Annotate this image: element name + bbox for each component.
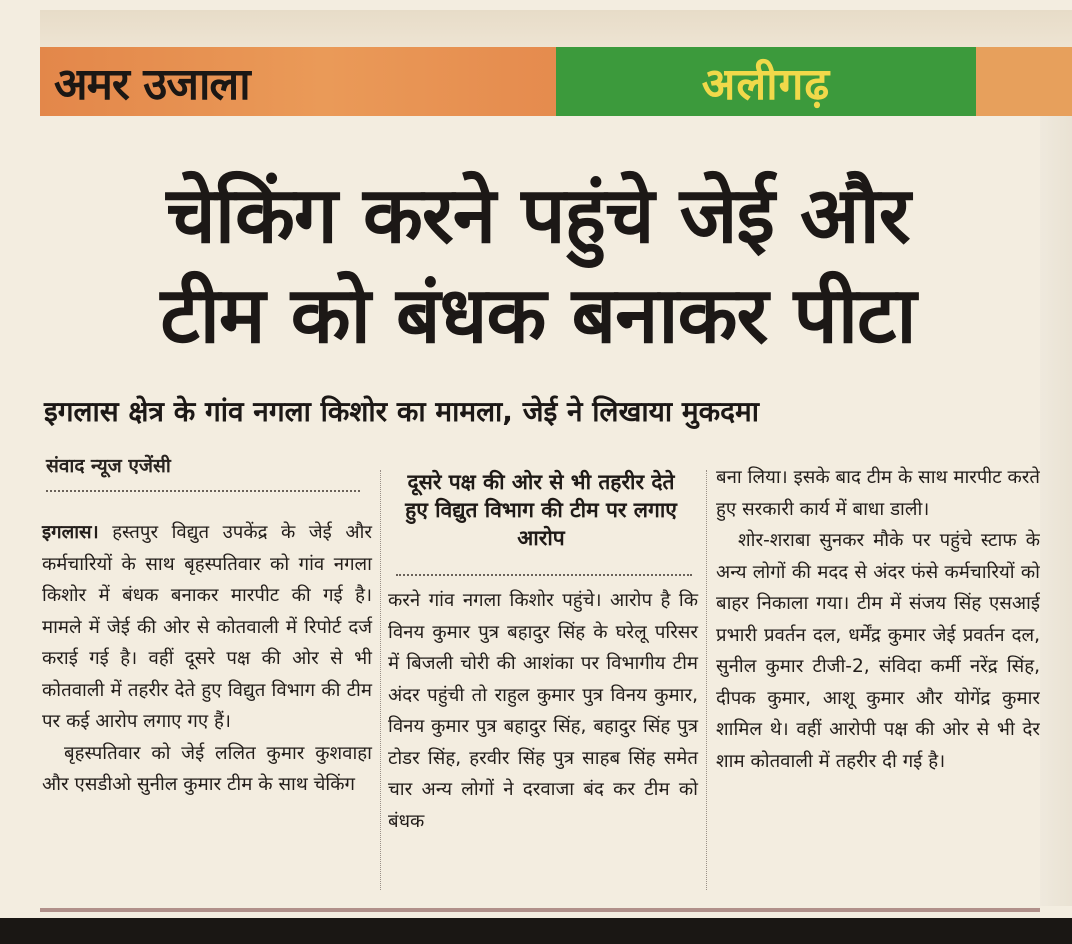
adjacent-article-edge [1040,116,1072,906]
article-column-1 [42,517,372,801]
headline-line-2: टीम को बंधक बनाकर पीटा [160,271,916,361]
bottom-rule [40,908,1040,912]
pullquote: दूसरे पक्ष की ओर से भी तहरीर देते हुए विद्युत विभाग की टीम पर लगाए आरोप [405,470,677,550]
article-column-2 [388,585,698,837]
masthead [40,47,1072,116]
paragraph: बना लिया। इसके बाद टीम के साथ मारपीट करते हुए सरकारी कार्य में बाधा डाली। [716,467,1041,520]
headline [48,166,1028,366]
byline-rule [46,490,360,492]
paragraph [42,517,372,738]
paragraph: शोर-शराबा सुनकर मौके पर पहुंचे स्टाफ के अन्य लोगों की मदद से अंदर फंसे कर्मचारियों को बाहर निकाला गया। टीम में संजय सिंह एसआई प्रभारी प्रवर्तन दल, धर्मेंद्र कुमार जेई प्रवर्तन दल, सुनील कुमार टीजी-2, संविदा कर्मी नरेंद्र सिंह, दीपक कुमार, आशू कुमार और योगेंद्र कुमार शामिल थे। वहीं आरोपी पक्ष की ओर से भी देर शाम कोतवाली में तहरीर दी गई है। [716,530,1040,772]
brand-band [40,47,556,116]
subheadline: इगलास क्षेत्र के गांव नगला किशोर का मामला, जेई ने लिखाया मुकदमा [44,395,759,428]
dateline: इगलास। [42,522,99,543]
newspaper-name: अमर उजाला [54,58,250,110]
edition-city: अलीगढ़ [701,58,831,110]
masthead-extension [976,47,1072,116]
city-band [556,47,976,116]
article-column-3 [716,462,1040,777]
headline-line-1: चेकिंग करने पहुंचे जेई और [166,171,910,261]
paragraph: बृहस्पतिवार को जेई ललित कुमार कुशवाहा और एसडीओ सुनील कुमार टीम के साथ चेकिंग [42,742,372,795]
paragraph-text: हस्तपुर विद्युत उपकेंद्र के जेई और कर्मचारियों के साथ बृहस्पतिवार को गांव नगला किशोर में बंधक बनाकर मारपीट की गई है। मामले में जेई की ओर से कोतवाली में रिपोर्ट दर्ज कराई गई है। वहीं दूसरे पक्ष की ओर से भी कोतवाली में तहरीर देते हुए विद्युत विभाग की टीम पर कई आरोप लगाए गए हैं। [42,522,372,732]
pullquote-rule [396,574,692,576]
column-separator [706,470,707,890]
page-bottom-edge [0,918,1072,944]
column-separator [380,470,381,890]
byline: संवाद न्यूज एजेंसी [46,455,171,477]
paragraph: करने गांव नगला किशोर पहुंचे। आरोप है कि विनय कुमार पुत्र बहादुर सिंह के घरेलू परिसर में बिजली चोरी की आशंका पर विभागीय टीम अंदर पहुंची तो राहुल कुमार पुत्र विनय कुमार, विनय कुमार पुत्र बहादुर सिंह, बहादुर सिंह पुत्र टोडर सिंह, हरवीर सिंह पुत्र साहब सिंह समेत चार अन्य लोगों ने दरवाजा बंद कर टीम को बंधक [388,590,698,832]
